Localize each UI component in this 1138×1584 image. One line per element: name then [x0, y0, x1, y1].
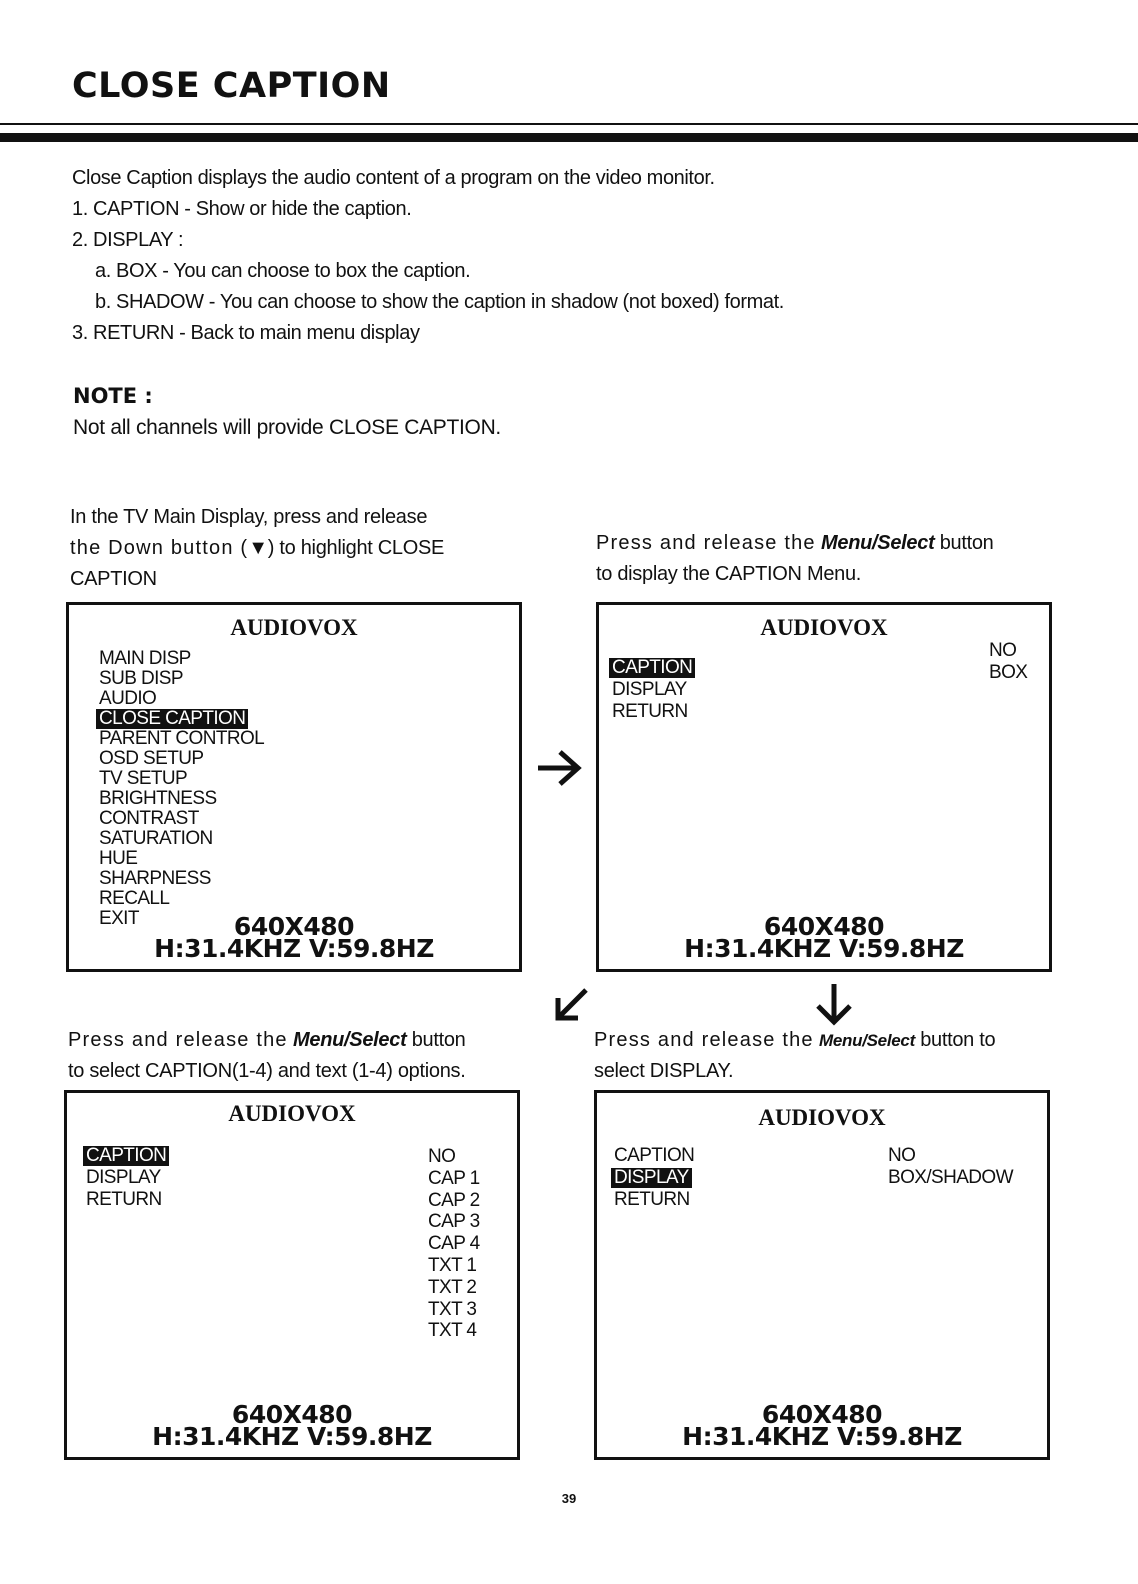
screen-frequency: H:31.4KHZ V:59.8HZ — [154, 934, 434, 963]
header-rule-thin — [0, 123, 1138, 125]
step1-line3: CAPTION — [70, 568, 157, 590]
menu-select-button-label: Menu/Select — [821, 532, 935, 554]
display-options-menu — [614, 1146, 694, 1210]
menu-item: DISPLAY — [86, 1167, 161, 1188]
arrow-down-left-icon — [552, 984, 592, 1024]
step1-caption — [70, 502, 510, 595]
menu-item: PARENT CONTROL — [99, 728, 265, 749]
intro-line: Close Caption displays the audio content of a program on the video monitor. — [72, 167, 715, 189]
caption-options-list — [428, 1146, 480, 1342]
screen-resolution: 640X480 — [233, 912, 355, 941]
intro-line: b. SHADOW - You can choose to show the caption in shadow (not boxed) format. — [95, 291, 784, 313]
menu-item: AUDIO — [99, 688, 157, 709]
screen-frequency: H:31.4KHZ V:59.8HZ — [682, 1422, 962, 1451]
header-rule-thick — [0, 133, 1138, 142]
note-text: Not all channels will provide CLOSE CAPTION. — [73, 416, 501, 439]
step3-caption — [68, 1025, 538, 1087]
step1-line2b: ) to highlight CLOSE — [267, 537, 445, 559]
menu-item: SATURATION — [99, 828, 213, 849]
option-item: CAP 1 — [428, 1167, 480, 1189]
page-number: 39 — [561, 1491, 577, 1506]
menu-item: DISPLAY — [612, 679, 687, 700]
menu-item-highlighted: CAPTION — [83, 1146, 169, 1166]
menu-item: RETURN — [612, 701, 688, 722]
main-menu-list — [99, 649, 264, 929]
menu-item: EXIT — [99, 908, 139, 929]
step4-caption — [594, 1025, 1064, 1087]
option-item: CAP 3 — [428, 1211, 480, 1233]
down-triangle-icon: ▼ — [248, 537, 268, 559]
option-item: NO — [888, 1145, 916, 1166]
menu-item: SUB DISP — [99, 668, 183, 689]
intro-line: 2. DISPLAY : — [72, 229, 184, 251]
step1-line1: In the TV Main Display, press and release — [70, 506, 428, 528]
intro-description — [72, 163, 784, 349]
option-item: NO — [428, 1146, 456, 1167]
screen-brand: AUDIOVOX — [758, 1105, 886, 1130]
option-item: TXT 1 — [428, 1254, 477, 1276]
option-item: BOX/SHADOW — [888, 1167, 1013, 1188]
menu-item: RETURN — [86, 1189, 162, 1210]
step2-pre: Press and release the — [596, 532, 816, 554]
caption-menu-list — [612, 658, 695, 722]
caption-values-list — [989, 641, 1027, 683]
step1-line2a: the Down button ( — [70, 537, 249, 559]
caption-options-menu — [86, 1146, 169, 1210]
screen-display-options — [594, 1090, 1050, 1460]
intro-line: a. BOX - You can choose to box the caption. — [95, 260, 471, 282]
screen-frequency: H:31.4KHZ V:59.8HZ — [684, 934, 964, 963]
option-item: CAP 2 — [428, 1189, 480, 1211]
menu-item: BRIGHTNESS — [99, 788, 217, 809]
menu-item-highlighted: CLOSE CAPTION — [96, 709, 248, 729]
screen-caption-options — [64, 1090, 520, 1460]
menu-item: TV SETUP — [99, 768, 188, 789]
menu-item: CAPTION — [614, 1145, 695, 1166]
menu-item: OSD SETUP — [99, 748, 204, 769]
menu-item: MAIN DISP — [99, 648, 191, 669]
screen-frequency: H:31.4KHZ V:59.8HZ — [152, 1422, 432, 1451]
intro-line: 3. RETURN - Back to main menu display — [72, 322, 420, 344]
option-item: CAP 4 — [428, 1233, 480, 1255]
screen-brand: AUDIOVOX — [760, 615, 888, 640]
arrow-down-icon — [814, 982, 854, 1028]
menu-value: BOX — [989, 662, 1028, 683]
step4-post: button to — [920, 1029, 996, 1051]
screen-caption-menu — [596, 602, 1052, 972]
menu-item: CONTRAST — [99, 808, 199, 829]
screen-brand: AUDIOVOX — [230, 615, 358, 640]
note-heading: NOTE : — [73, 384, 153, 408]
step2-post: button — [939, 532, 994, 554]
step3-pre: Press and release the — [68, 1029, 288, 1051]
step4-line2: select DISPLAY. — [594, 1060, 734, 1082]
menu-item: HUE — [99, 848, 138, 869]
screen-resolution: 640X480 — [231, 1400, 353, 1429]
menu-item: RECALL — [99, 888, 170, 909]
arrow-right-icon — [536, 746, 586, 790]
screen-resolution: 640X480 — [761, 1400, 883, 1429]
menu-select-button-label: Menu/Select — [819, 1031, 915, 1050]
display-options-list — [888, 1146, 1013, 1188]
screen-main-menu — [66, 602, 522, 972]
option-item: TXT 2 — [428, 1276, 477, 1298]
step3-post: button — [411, 1029, 466, 1051]
screen-resolution: 640X480 — [763, 912, 885, 941]
step3-line2: to select CAPTION(1-4) and text (1-4) options. — [68, 1060, 466, 1082]
step4-pre: Press and release the — [594, 1029, 814, 1051]
menu-select-button-label: Menu/Select — [293, 1029, 407, 1051]
intro-line: 1. CAPTION - Show or hide the caption. — [72, 198, 412, 220]
menu-item-highlighted: CAPTION — [609, 658, 695, 678]
step2-line2: to display the CAPTION Menu. — [596, 563, 862, 585]
menu-value: NO — [989, 640, 1017, 661]
option-item: TXT 4 — [428, 1320, 477, 1342]
step2-caption — [596, 528, 1066, 590]
menu-item: RETURN — [614, 1189, 690, 1210]
option-item: TXT 3 — [428, 1298, 477, 1320]
menu-item-highlighted: DISPLAY — [611, 1168, 692, 1188]
page-title: CLOSE CAPTION — [72, 66, 391, 106]
menu-item: SHARPNESS — [99, 868, 211, 889]
screen-brand: AUDIOVOX — [228, 1101, 356, 1126]
